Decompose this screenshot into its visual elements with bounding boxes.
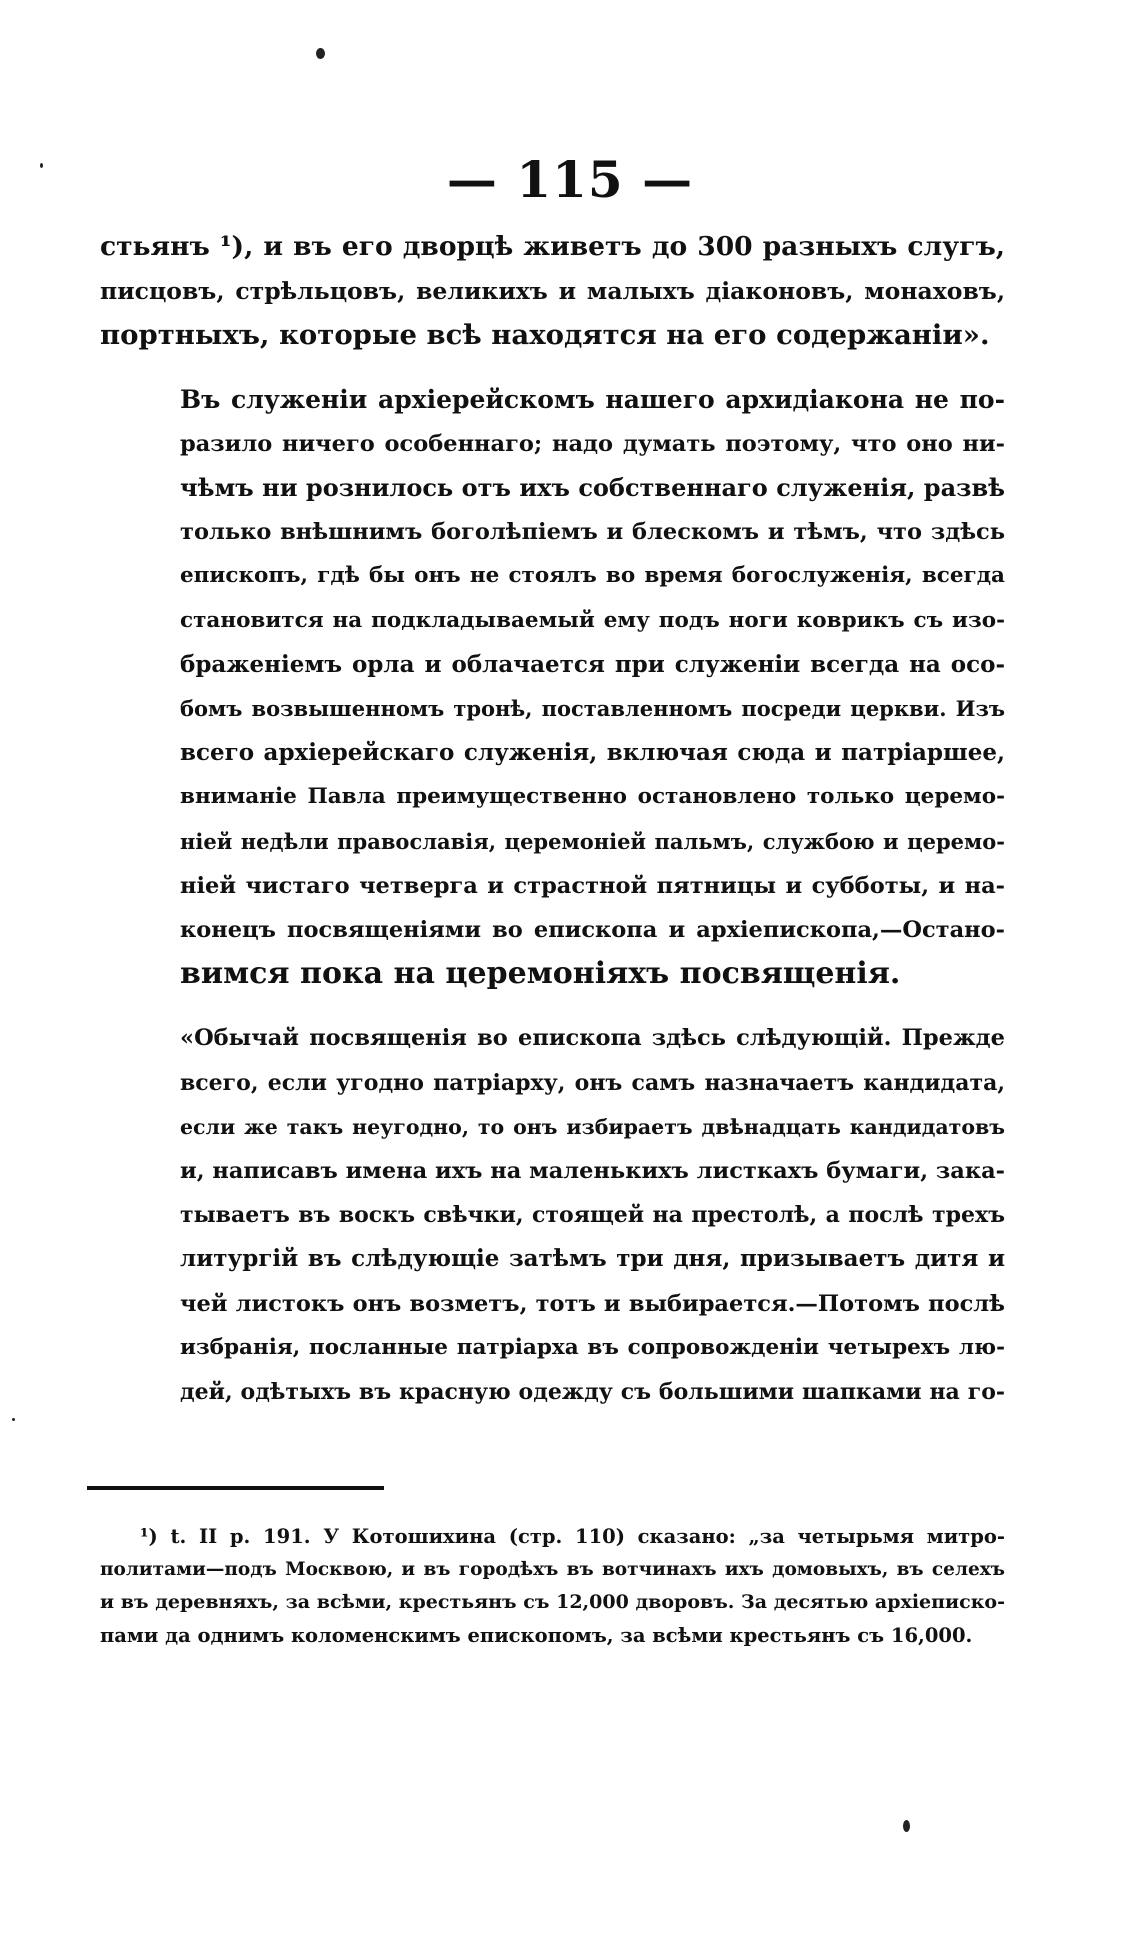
text-line: чѣмъ ни рознилось отъ ихъ собственнаго служенія, развѣ <box>180 473 1005 503</box>
text-line: и, написавъ имена ихъ на маленькихъ листкахъ бумаги, зака- <box>180 1158 1005 1185</box>
paragraph <box>100 378 1005 997</box>
text-line: ніей чистаго четверга и страстной пятницы и субботы, и на- <box>180 872 1005 899</box>
text-line: только внѣшнимъ боголѣпіемъ и блескомъ и тѣмъ, что здѣсь <box>180 519 1005 546</box>
main-text <box>100 225 1005 1414</box>
paragraph <box>100 1016 1005 1414</box>
footnote-line: и въ деревняхъ, за всѣми, крестьянъ съ 12,000 дворовъ. За десятью архіеписко- <box>100 1591 1005 1613</box>
text-line: епископъ, гдѣ бы онъ не стоялъ во время богослуженія, всегда <box>180 563 1005 589</box>
text-line: избранія, посланные патріарха въ сопровожденіи четырехъ лю- <box>180 1334 1005 1360</box>
text-line: становится на подкладываемый ему подъ ноги коврикъ съ изо- <box>180 607 1005 633</box>
footnote-line: политами—подъ Москвою, и въ городѣхъ въ вотчинахъ ихъ домовыхъ, въ селехъ <box>100 1559 1005 1580</box>
footnote <box>100 1520 1005 1652</box>
text-line: стьянъ ¹), и въ его дворцѣ живетъ до 300 разныхъ слугъ, <box>100 231 1005 262</box>
text-line: вимся пока на церемоніяхъ посвященія. <box>180 956 901 992</box>
text-line: писцовъ, стрѣльцовъ, великихъ и малыхъ діаконовъ, монаховъ, <box>100 277 1005 306</box>
text-line: вниманіе Павла преимущественно остановлено только церемо- <box>180 784 1005 810</box>
ink-speck <box>316 48 325 59</box>
footnote-rule <box>87 1486 384 1490</box>
footnote-line: пами да однимъ коломенскимъ епископомъ, за всѣми крестьянъ съ 16,000. <box>100 1624 973 1647</box>
text-line: литургій въ слѣдующіе затѣмъ три дня, призываетъ дитя и <box>180 1245 1005 1273</box>
text-line: ніей недѣли православія, церемоніей пальмъ, службою и церемо- <box>180 828 1005 854</box>
text-line: портныхъ, которые всѣ находятся на его содержаніи». <box>100 319 990 352</box>
text-line: бомъ возвышенномъ тронѣ, поставленномъ посреди церкви. Изъ <box>180 696 1005 722</box>
text-line: браженіемъ орла и облачается при служеніи всегда на осо- <box>180 650 1005 678</box>
text-line: всего, если угодно патріарху, онъ самъ назначаетъ кандидата, <box>180 1069 1005 1096</box>
text-line: чей листокъ онъ возметъ, тотъ и выбирается.—Потомъ послѣ <box>180 1290 1005 1317</box>
text-line: тываетъ въ воскъ свѣчки, стоящей на престолѣ, а послѣ трехъ <box>180 1202 1005 1229</box>
text-line: разило ничего особеннаго; надо думать поэтому, что оно ни- <box>180 430 1005 457</box>
text-line: конецъ посвященіями во епископа и архіепископа,—Остано- <box>180 917 1005 944</box>
page-number: — 115 — <box>446 150 694 209</box>
footnote-line: ¹) t. II p. 191. У Котошихина (стр. 110) сказано: „за четырьмя митро- <box>140 1525 1005 1548</box>
text-line: Въ служеніи архіерейскомъ нашего архидіакона не по- <box>180 384 1005 414</box>
text-line: дей, одѣтыхъ въ красную одежду съ большими шапками на го- <box>180 1379 1005 1406</box>
text-line: всего архіерейскаго служенія, включая сюда и патріаршее, <box>180 739 1005 767</box>
text-line: «Обычай посвященія во епископа здѣсь слѣдующій. Прежде <box>180 1025 1005 1052</box>
text-line: если же такъ неугодно, то онъ избираетъ двѣнадцать кандидатовъ <box>180 1114 1005 1139</box>
paragraph <box>100 225 1005 358</box>
ink-speck <box>903 1820 910 1832</box>
ink-speck <box>12 1418 15 1421</box>
